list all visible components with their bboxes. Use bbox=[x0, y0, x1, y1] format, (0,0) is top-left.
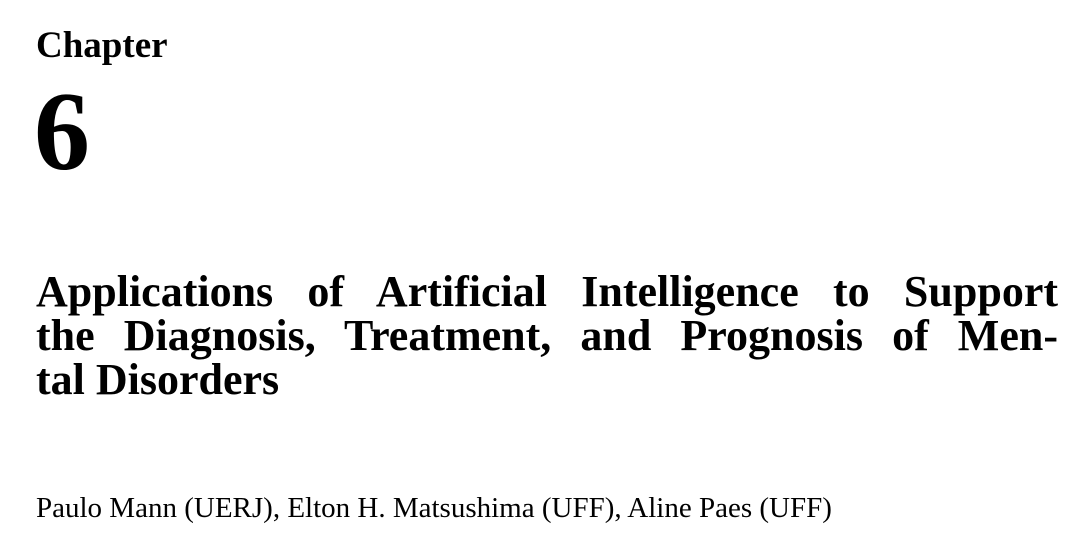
chapter-title-line: the Diagnosis, Treatment, and Prognosis of Men- bbox=[36, 311, 1058, 360]
chapter-title-line: tal Disorders bbox=[36, 355, 280, 404]
chapter-title-line: Applications of Artificial Intelligence to Support bbox=[36, 267, 1058, 316]
chapter-label: Chapter bbox=[36, 25, 168, 66]
chapter-number: 6 bbox=[34, 70, 90, 194]
author-list: Paulo Mann (UERJ), Elton H. Matsushima (UFF), Aline Paes (UFF) bbox=[36, 492, 832, 524]
chapter-title bbox=[36, 267, 1058, 404]
